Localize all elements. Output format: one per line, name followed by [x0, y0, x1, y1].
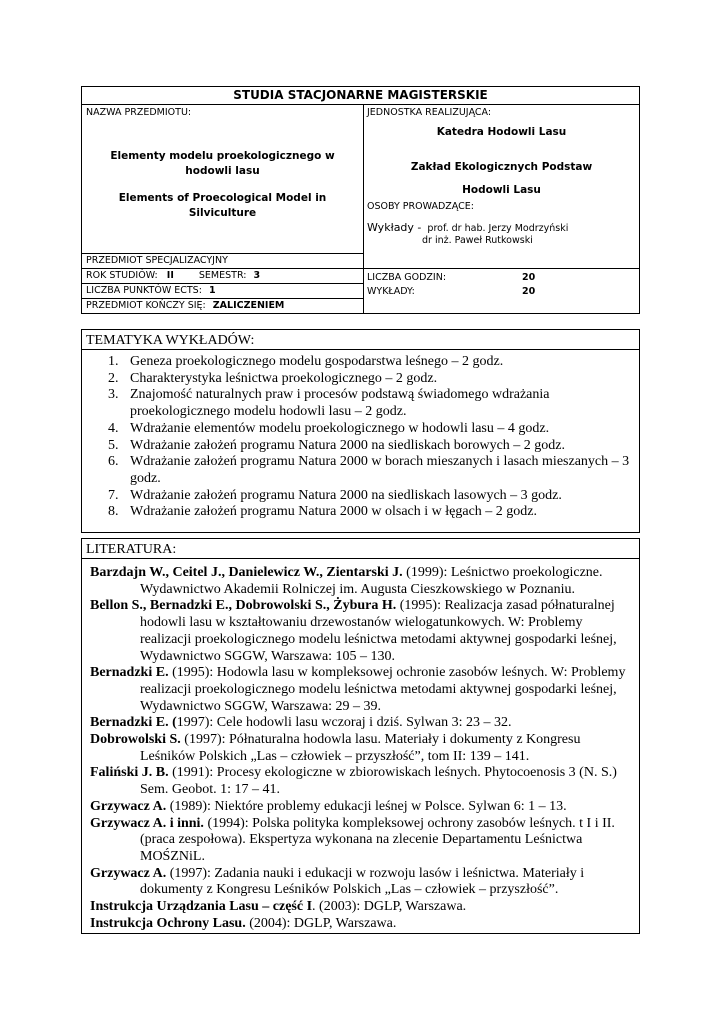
topics-title: TEMATYKA WYKŁADÓW: [86, 333, 255, 348]
table-title: STUDIA STACJONARNE MAGISTERSKIE [82, 87, 639, 105]
topic-item: 8. Wdrażanie założeń programu Natura 2000 w olsach i w łęgach – 2 godz. [108, 504, 538, 520]
course-name-pl: Elementy modelu proekologicznego w hodowli lasu [110, 150, 335, 177]
lectures-hours-value: 20 [522, 286, 536, 297]
reference-item: Grzywacz A. (1989): Niektóre problemy edukacji leśnej w Polsce. Sylwan 6: 1 – 13. [90, 798, 567, 814]
divider [82, 298, 363, 299]
topic-item: 6. Wdrażanie założeń programu Natura 2000 w borach mieszanych i lasach mieszanych – 3 godz. [108, 454, 630, 486]
topic-item: 1. Geneza proekologicznego modelu gospodarstwa leśnego – 2 godz. [108, 354, 504, 369]
course-info-table [81, 86, 640, 314]
unit-label: JEDNOSTKA REALIZUJĄCA: [367, 107, 492, 118]
reference-item: Faliński J. B. (1991): Procesy ekologiczne w zbiorowiskach leśnych. Phytocoenosis 3 (N. S.) Sem. Geobot. 1: 17 – 41. [90, 765, 617, 798]
literature-title: LITERATURA: [86, 542, 177, 557]
lecturer-row-1: Wykłady - prof. dr hab. Jerzy Modrzyński [367, 221, 569, 234]
reference-item: Dobrowolski S. (1997): Półnaturalna hodowla lasu. Materiały i dokumenty z Kongresu Leśników Polskich „Las – człowiek – przyszłość”, tom II: 139 – 141. [90, 732, 581, 764]
hours-label: LICZBA GODZIN: [367, 272, 447, 283]
hours-value: 20 [522, 272, 536, 283]
literature-section [81, 538, 640, 934]
divider [82, 268, 639, 269]
subunit-name: Zakład Ekologicznych Podstaw Hodowli Lasu [410, 161, 593, 196]
persons-label: OSOBY PROWADZĄCE: [367, 201, 474, 212]
course-name-label: NAZWA PRZEDMIOTU: [86, 107, 192, 118]
department-name: Katedra Hodowli Lasu [436, 126, 567, 138]
topic-item: 3. Znajomość naturalnych praw i procesów podstawą świadomego wdrażania proekologicznego modelu hodowli lasu – 2 godz. [108, 387, 550, 420]
topic-item: 4. Wdrażanie elementów modelu proekologicznego w hodowli lasu – 4 godz. [108, 420, 550, 436]
ends-row: PRZEDMIOT KOŃCZY SIĘ: ZALICZENIEM [86, 300, 285, 311]
literature-list [90, 565, 630, 932]
course-name-en: Elements of Proecological Model in Silviculture [118, 192, 327, 219]
topic-item: 5. Wdrażanie założeń programu Natura 2000 na siedliskach borowych – 2 godz. [108, 437, 566, 453]
topic-item: 7. Wdrażanie założeń programu Natura 2000 na siedliskach lasowych – 3 godz. [108, 487, 562, 503]
reference-item: Grzywacz A. (1997): Zadania nauki i edukacji w rozwoju lasów i leśnictwa. Materiały i dokumenty z Kongresu Leśników Polskich „Las – człowiek – przyszłość”. [90, 865, 585, 898]
ects-row: LICZBA PUNKTÓW ECTS: 1 [86, 285, 216, 296]
divider [82, 253, 363, 254]
topics-section [81, 329, 640, 533]
reference-item: Bernadzki E. (1997): Cele hodowli lasu wczoraj i dziś. Sylwan 3: 23 – 32. [90, 715, 512, 731]
year-semester-row: ROK STUDIÓW: II SEMESTR: 3 [86, 270, 261, 281]
course-type: PRZEDMIOT SPECJALIZACYJNY [86, 255, 228, 266]
lecturer-row-2: dr inż. Paweł Rutkowski [422, 235, 533, 246]
literature-header [82, 540, 639, 559]
divider [82, 283, 363, 284]
reference-item: Bernadzki E. (1995): Hodowla lasu w kompleksowej ochronie zasobów leśnych. W: Problemy realizacji proekologicznego modelu leśnictwa metodami aktywnej gospodarki leśnej, Wydawnictwo SGGW, Warszawa: 29 – 39. [90, 665, 626, 714]
topic-item: 2. Charakterystyka leśnictwa proekologicznego – 2 godz. [108, 370, 438, 386]
lectures-hours-label: WYKŁADY: [367, 286, 415, 297]
reference-item: Barzdajn W., Ceitel J., Danielewicz W., Zientarski J. (1999): Leśnictwo proekologiczne. Wydawnictwo Akademii Rolniczej im. Augusta Cieszkowskiego w Poznaniu. [90, 565, 603, 597]
topics-list [108, 354, 650, 521]
topics-header [82, 331, 639, 350]
reference-item: Instrukcja Ochrony Lasu. (2004): DGLP, Warszawa. [90, 915, 397, 931]
reference-item: Grzywacz A. i inni. (1994): Polska polityka kompleksowej ochrony zasobów leśnych. t I i II. (praca zespołowa). Ekspertyza wykonana na zlecenie Departamentu Leśnictwa MOŚZNiL. [90, 815, 615, 864]
reference-item: Instrukcja Urządzania Lasu – część I. (2003): DGLP, Warszawa. [90, 899, 467, 915]
reference-item: Bellon S., Bernadzki E., Dobrowolski S., Żybura H. (1995): Realizacja zasad półnaturalnej hodowli lasu w kształtowaniu drzewostanów wielogatunkowych. W: Problemy realizacji proekologicznego modelu leśnictwa metodami aktywnej gospodarki leśnej, Wydawnictwo SGGW, Warszawa: 105 – 130. [90, 598, 617, 664]
